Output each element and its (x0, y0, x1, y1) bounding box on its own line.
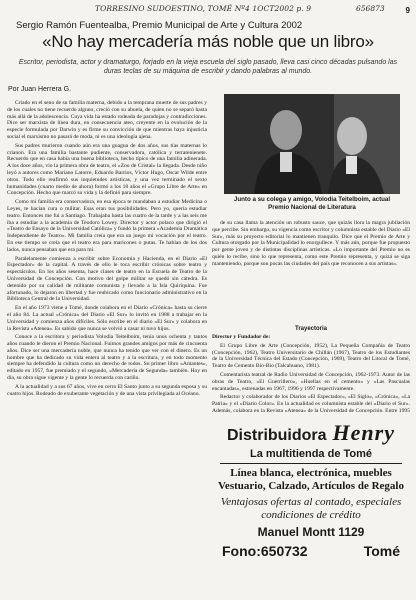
article-subtitle: Sergio Ramón Fuentealba, Premio Municipal de Arte y Cultura 2002 (16, 20, 303, 31)
body-paragraph: Sus padres murieron cuando aún era una guagua de dos años, sus tías maternas lo crianon. Era una familia bastante pudiente, conservadora, católica y terratenienete. Recuerdo que en casa había una buena biblioteca, hecho típico de una familia adinerada. A los doce años, vio la primera obra de teatro, el «Zoo de Cristal» la llegada. Desde niño leyó a autores como Mariano Latorre, Eduardo Barrios, Víctor Hugo, Oscar Wilde entre otros. Todo ello reafirmó sus inquietudes artísticas, y una vez terminado el sexto humanidades (cuarto medio de ahora) formó a los 18 años el «Grupo Libre de Arte» en Concepción. Hecho que marcó su vida y la definió para siempre. (7, 142, 207, 197)
bio-section (212, 334, 410, 414)
catalog-code: 656873 (356, 4, 385, 13)
article-body-left (7, 100, 207, 596)
ad-distribuidora: Distribuidora (226, 427, 327, 444)
ad-contact (222, 543, 400, 559)
ad-city: Tomé (363, 543, 400, 559)
body-paragraph: Criado en el seno de su familia materna, debido a la temprana muerte de sus padres y de los cuales no tiene recuerdo alguno, creció con su abuela, de quien no se separó hasta más allá de la adolescencia. Cuya vida ha estado rodeada de paradojas y contradicciones. Dice ser marxista de línea dura, en consecuencia ateo, creyente en la evolución de la especie formulada por Darwin y es firme su convicción de que mientras haya injusticia social el marxismo no pasará de moda, ni es una ideología ajena. (7, 100, 207, 140)
body-paragraph: Como mi familia era conservadora, en esa época te mandaban a estudiar Medicina o Leyes, te hacían cura o militar. Esas eran tus posibilidades. Pero yo, quería estudiar teatro. Entonces me fui a Santiago. Trabajaba hasta las cuatro de la tarde y a las seis me iba a estudiar a la academia de Teodoro Lowey. Director y actor polaco que dirigió el «Teatro de Ensayo de la Universidad Católica» y fundó la primera «Academia Dramática Independiente de Teatro». Mi familia creía que era un juego mi vocación por el teatro. En ese tiempo se creía que el teatro era para maricones o putas. Te habían de los dos lados, nunca pensaban que era para mí. (7, 199, 207, 253)
body-paragraph: Conoce a la escritora y periodista Volodia Teitelboim, tenía unos ochenta y tantos años cuando le dieron el Premio Nacional. Fuimos grandes amigos por más de cincuenta años. Dice ser una mercadería noble, que nunca ha tenido que ver con el dinero. Es un hombre que ha dedicado su vida entera al teatro y a la escritura, y en todo momento siempre ha defendido la cultura como un derecho de todos. Su primer libro «Amantes», editado en 1957, fue premiado y el segundo, «Mercadería de Segunda» también. Hoy en día, su obra sigue vigente y la gente lo recuerda con cariño. (7, 334, 207, 382)
bio-intro: Director y Fundador de: (212, 334, 271, 340)
photo-two-men (224, 94, 400, 194)
ad-brand-logo: Henry (332, 420, 395, 445)
body-paragraph: Paralelamente comienza a escribir sobre Economía y Hacienda, en el Diario «El Espectador» de la capital. A través de ello le toca escribir crónicas sobre teatro y espectáculos. En los años sesenta, hace clases de teatro en la Escuela de Teatro de la Universidad de Concepción. Con motivo del golpe militar se quedó sin cátedra. Es detenido por su calidad de militante comunista y llevado a la Isla Quiriquina. Fue afortunado, lo dejaron en libertad y fue reubicado como funcionario administrativo en la Biblioteca Central de la Universidad. (7, 255, 207, 303)
article-photo (224, 94, 400, 194)
body-paragraph: de su casa llama la atención un robusto sauce, que quizás llora la magra jubilación que percibe. Sin embargo, su vigencia como escritor y columnista estable del Diario «El Sur», más su proyecto editorial lo mantienen tranquilo. Dice que el Premio de Arte y Cultura otorgado por la Municipalidad lo enorgullece. Y más aún, porque fue propuesto por gente joven y de distintas disciplinas artísticas. «Lo importante del Premio no es quién lo recibe, sino lo que representa, como este Premio representa, y quizá se siga manteniendo, porque son pocas las ciudades del país que reconocen a sus artistas». (212, 220, 410, 267)
ad-offer: Ventajosas ofertas al contado, especiales condiciones de crédito (220, 496, 402, 521)
article-title: «No hay mercadería más noble que un libro» (42, 32, 374, 51)
bio-paragraph: Redactor y colaborador de los Diarios «El Espectador», «El Siglo», «Crónica», «La Patria» y el «Diario Color». En la actualidad es columnista estable del «Diario el Sur». Además, colabora en la Revista «Atenea» de la Universidad de Concepción. Entre 1995 (212, 394, 410, 414)
bio-heading: Trayectoria (294, 326, 328, 332)
ad-divider (220, 463, 402, 464)
page-number: 9 (405, 6, 410, 15)
henry-advertisement (212, 420, 410, 596)
body-paragraph: A la actualidad y a sus 67 años, vive en cerro El Santo junto a su segunda esposa y su cuatro hijos. Rodeado de exuberante vegetación y de una vista privilegiada al Océano. (7, 383, 207, 397)
ad-line-1: Línea blanca, electrónica, muebles (230, 467, 392, 479)
article-body-right (212, 220, 410, 324)
ad-line-2: Vestuario, Calzado, Artículos de Regalo (218, 480, 404, 492)
ad-tagline: La multitienda de Tomé (249, 448, 373, 460)
ad-phone: Fono:650732 (222, 543, 308, 559)
bio-paragraph: El Grupo Libre de Arte (Concepción, 1952), La Pequeña Compañía de Teatro (Concepción, 1962), Teatro Universitario de Chillán (1967), Teatro de los Estudiantes de la Universidad Técnica del Estado (Concepción, 1969), Teatro del Litoral de Tomé, Teatro de Cemento Bío-Bío (Talcahuano, 1981). (212, 342, 410, 370)
bio-paragraph: Comentarista teatral de Radio Universidad de Concepción, 1962-1973. Autor de las obras de Teatro, «El Guerrillero», «Huellas en el cemento» y «Las Pascualas encantadas», estrenadas en 1967, 1996 y 1997 respectivamente. (212, 371, 410, 392)
ad-brand (212, 420, 410, 446)
byline: Por Juan Herrera G. (8, 86, 72, 93)
body-paragraph: En el año 1973 viene a Tomé, donde colabora en el Diario «Crónica» hasta su cierre el año 84. La actual «Crónica» del Diario «El Sur» lo invitó en 1988 a trabajar en la Universidad y comienza años difíciles. Sólo escribe en el diario «El Sur» y colabora en la Revista «Atenea». Es sabido que nunca se volvió a casar ni tuvo hijos. (7, 305, 207, 332)
article-lead: Escritor, periodista, actor y dramaturgo, forjado en la vieja escuela del siglo pasado, lleva casi cinco décadas pulsando las duras teclas de su máquina de escribir y dando palabras al mundo. (18, 59, 398, 75)
handwritten-annotation: TORRESINO SUDOESTINO, TOMÉ Nº4 1OCT2002 p. 9 (95, 4, 312, 13)
photo-caption: Junto a su colega y amigo, Volodia Teitelboim, actual Premio Nacional de Literatura (233, 196, 391, 211)
ad-address: Manuel Montt 1129 (257, 525, 365, 539)
